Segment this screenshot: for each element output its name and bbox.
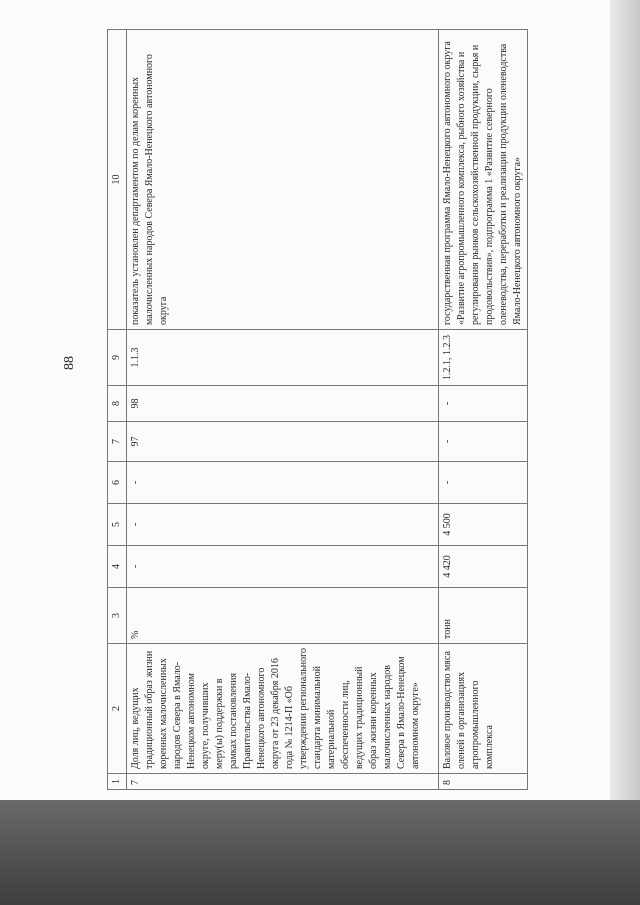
value-col-6: - (127, 462, 439, 504)
row-number: 7 (127, 774, 439, 790)
rotated-table-wrapper (107, 30, 523, 790)
source-description: показатель установлен департаментом по делам коренных малочисленных народов Севера Ямало-Ненецкого автономного округа (127, 30, 439, 330)
col-header-6: 6 (108, 462, 127, 504)
unit: тонн (439, 588, 528, 644)
table-header-row (108, 30, 127, 790)
page-edge-shadow (610, 0, 640, 905)
value-col-6: - (439, 462, 528, 504)
unit: % (127, 588, 439, 644)
col-header-4: 4 (108, 546, 127, 588)
value-col-4: 4 420 (439, 546, 528, 588)
indicators-table (107, 29, 528, 790)
value-col-8: 98 (127, 386, 439, 422)
col-header-5: 5 (108, 504, 127, 546)
activity-ref: 1.1.3 (127, 330, 439, 386)
indicator-name: Валовое производство мяса оленей в организациях агропромышленного комплекса (439, 644, 528, 774)
value-col-7: 97 (127, 422, 439, 462)
col-header-2: 2 (108, 644, 127, 774)
scan-background (0, 800, 640, 905)
activity-ref: 1.2.1, 1.2.3 (439, 330, 528, 386)
value-col-8: - (439, 386, 528, 422)
col-header-9: 9 (108, 330, 127, 386)
value-col-4: - (127, 546, 439, 588)
col-header-8: 8 (108, 386, 127, 422)
value-col-7: - (439, 422, 528, 462)
row-number: 8 (439, 774, 528, 790)
col-header-1: 1 (108, 774, 127, 790)
table-row (127, 30, 439, 790)
page-number: 88 (62, 356, 77, 370)
value-col-5: - (127, 504, 439, 546)
col-header-10: 10 (108, 30, 127, 330)
col-header-3: 3 (108, 588, 127, 644)
table-row (439, 30, 528, 790)
value-col-5: 4 500 (439, 504, 528, 546)
col-header-7: 7 (108, 422, 127, 462)
indicator-name: Доля лиц, ведущих традиционный образ жизни коренных малочисленных народов Севера в Ямало-Ненецком автономном округе, получивших меру(ы) поддержки в рамках постановления Правительства Ямало-Ненецкого автономного округа от 23 декабря 2016 года № 1214-П «Об утверждении регионального стандарта минимальной материальной обеспеченности лиц, ведущих традиционный образ жизни коренных малочисленных народов Севера в Ямало-Ненецком автономном округе» (127, 644, 439, 774)
source-description: государственная программа Ямало-Ненецкого автономного округа «Развитие агропромышленного комплекса, рыбного хозяйства и регулирования рынков сельскохозяйственной продукции, сырья и продовольствия», подпрограмма 1 «Развитие северного оленеводства, переработки и реализации продукции оленеводства Ямало-Ненецкого автономного округа» (439, 30, 528, 330)
